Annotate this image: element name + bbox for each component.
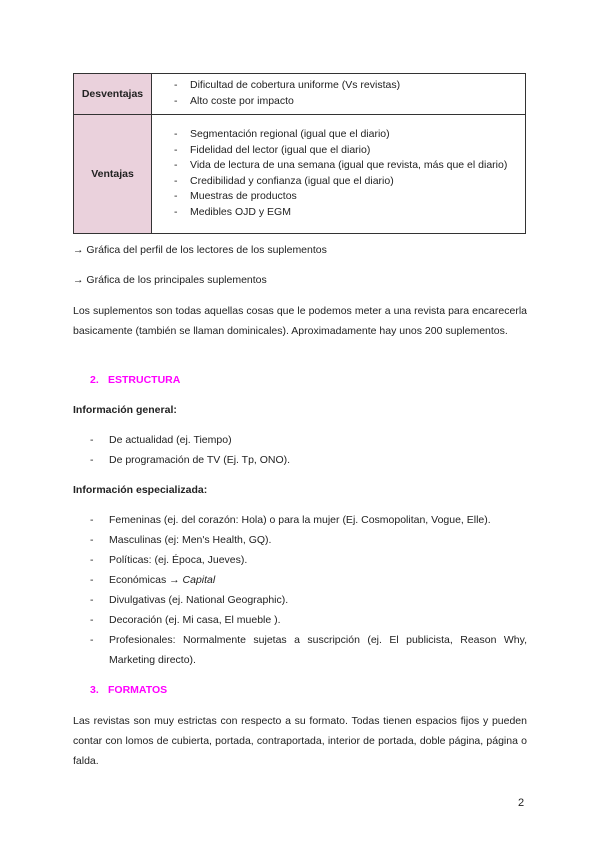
list-item: - Dificultad de cobertura uniforme (Vs revistas) [174,78,515,94]
advantages-cell [152,115,526,234]
list-item: - Segmentación regional (igual que el diario) [174,127,515,143]
table-row-advantages [74,115,526,234]
list-item: - Masculinas (ej: Men's Health, GQ). [90,530,527,550]
section-title: FORMATOS [108,684,168,696]
section-title: ESTRUCTURA [108,374,181,386]
specialized-info-heading: Información especializada: [73,484,208,496]
disadvantages-label: Desventajas [74,74,152,115]
list-item: - Políticas: (ej. Época, Jueves). [90,550,527,570]
general-info-heading: Información general: [73,404,177,416]
section-number: 3. [90,684,99,696]
list-item: - Femeninas (ej. del corazón: Hola) o para la mujer (Ej. Cosmopolitan, Vogue, Elle). [90,510,527,530]
general-info-list [90,430,527,470]
section-heading-formatos [90,684,167,696]
list-item: - Vida de lectura de una semana (igual que revista, más que el diario) [174,158,515,174]
arrow-line-readers-chart: → Gráfica del perfil de los lectores de los suplementos [73,244,327,256]
list-item-professional [90,630,527,670]
page-number: 2 [518,797,525,809]
table-row-disadvantages [74,74,526,115]
disadvantages-list [174,78,515,109]
pros-cons-table [73,73,526,234]
section-heading-estructura [90,374,180,386]
list-item: - Alto coste por impacto [174,94,515,110]
economic-example: Capital [182,574,216,586]
specialized-info-list [90,510,527,670]
list-item: - Medibles OJD y EGM [174,205,515,221]
advantages-list [174,127,515,220]
professional-text: - Profesionales: Normalmente sujetas a suscripción (ej. El publicista, Reason Why, Marketing directo). [109,634,527,666]
list-item: - De actualidad (ej. Tiempo) [90,430,527,450]
intro-paragraph: Los suplementos son todas aquellas cosas que le podemos meter a una revista para encarecerla basicamente (también se llaman dominicales). Aproximadamente hay unos 200 suplementos. [73,305,527,337]
formats-paragraph: Las revistas son muy estrictas con respecto a su formato. Todas tienen espacios fijos y pueden contar con lomos de cubierta, portada, contraportada, interior de portada, doble página, página o falda. [73,715,527,767]
section-number: 2. [90,374,99,386]
list-item-economic [90,570,527,590]
arrow-line-supplements-chart: → Gráfica de los principales suplementos [73,274,267,286]
disadvantages-cell [152,74,526,115]
list-item: - De programación de TV (Ej. Tp, ONO). [90,450,527,470]
list-item: - Muestras de productos [174,189,515,205]
list-item: - Credibilidad y confianza (igual que el diario) [174,174,515,190]
list-item: - Decoración (ej. Mi casa, El mueble ). [90,610,527,630]
economic-label: Económicas → [109,574,183,586]
advantages-label: Ventajas [74,115,152,234]
list-item: - Divulgativas (ej. National Geographic). [90,590,527,610]
list-item: - Fidelidad del lector (igual que el diario) [174,143,515,159]
